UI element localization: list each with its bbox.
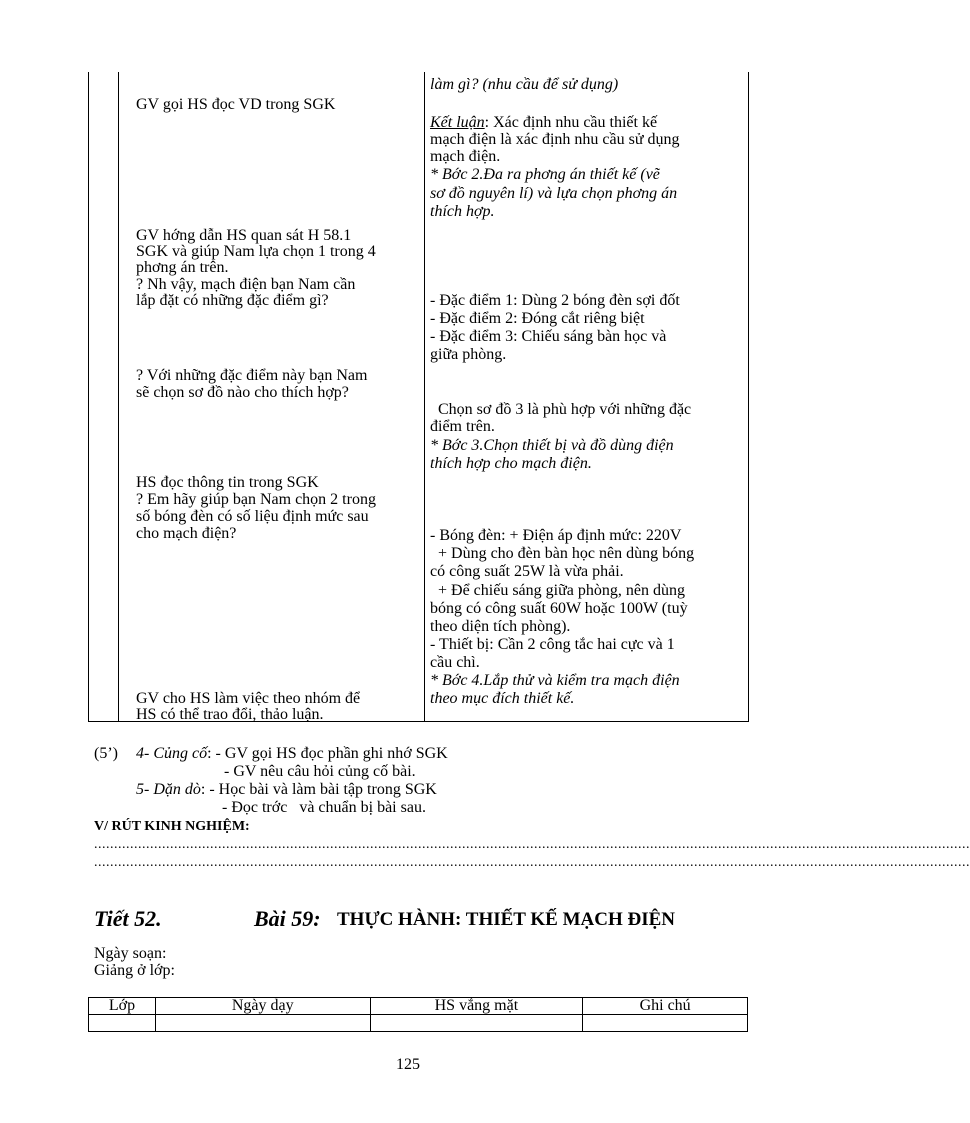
right-text: sơ đồ nguyên lí) và lựa chọn phơng án [430,185,678,202]
ket-luan-line [430,114,657,132]
ket-luan-label: Kết luận [430,114,485,131]
lesson-number: Tiết 52. [94,906,162,931]
left-text: GV cho HS làm việc theo nhóm để [136,690,361,707]
left-text: GV hớng dẫn HS quan sát H 58.1 [136,227,352,244]
dotted-line: ........................................................................................................................................................................................................................... [94,837,970,852]
right-text: bóng có công suất 60W hoặc 100W (tuỳ [430,600,688,617]
page-number: 125 [396,1056,420,1073]
table-middle-border [424,72,425,722]
left-text: HS đọc thông tin trong SGK [136,474,319,491]
dando-line [136,781,437,799]
left-text: ? Nh vậy, mạch điện bạn Nam cần [136,276,356,293]
header-lop: Lớp [89,998,156,1015]
right-text: - Bóng đèn: + Điện áp định mức: 220V [430,527,682,544]
rut-kinh-nghiem-heading: V/ RÚT KINH NGHIỆM: [94,819,250,834]
table-inner-border [118,72,119,722]
right-text: * Bớc 3.Chọn thiết bị và đồ dùng điện [430,437,674,454]
giang-o-lop-label: Giảng ở lớp: [94,962,175,979]
ket-luan-text: : Xác định nhu cầu thiết kế [484,114,658,131]
left-text: lắp đặt có những đặc điểm gì? [136,292,329,309]
cungco-text: : - GV gọi HS đọc phần ghi nhớ SGK [207,745,448,762]
cungco-text-2: - GV nêu câu hỏi củng cố bài. [224,763,416,780]
right-text: làm gì? (nhu cầu để sử dụng) [430,76,619,93]
header-ngay-day: Ngày dạy [155,998,370,1015]
left-text: sẽ chọn sơ đồ nào cho thích hợp? [136,384,349,401]
header-hs-vang-mat: HS vắng mặt [370,998,583,1015]
left-text: ? Em hãy giúp bạn Nam chọn 2 trong [136,491,376,508]
header-ghi-chu: Ghi chú [583,998,748,1015]
right-text: - Đặc điểm 2: Đóng cắt riêng biệt [430,310,645,327]
table-cell[interactable] [583,1015,748,1032]
dando-text-2: - Đọc trớc và chuẩn bị bài sau. [222,799,426,816]
lesson-title: THỰC HÀNH: THIẾT KẾ MẠCH ĐIỆN [337,909,675,930]
right-text: cầu chì. [430,654,480,671]
table-cell[interactable] [155,1015,370,1032]
table-cell[interactable] [370,1015,583,1032]
left-text: ? Với những đặc điểm này bạn Nam [136,367,368,384]
right-text: thích hợp. [430,203,495,220]
right-text: giữa phòng. [430,346,507,363]
table-header-row [89,998,748,1015]
left-text: GV gọi HS đọc VD trong SGK [136,96,336,113]
dotted-line: ........................................................................................................................................................................................................................... [94,855,970,870]
table-left-border [88,72,89,722]
right-text: * Bớc 4.Lắp thử và kiểm tra mạch điện [430,672,680,689]
right-text: - Đặc điểm 1: Dùng 2 bóng đèn sợi đốt [430,292,680,309]
dando-text: : - Học bài và làm bài tập trong SGK [200,781,437,798]
table-cell[interactable] [89,1015,156,1032]
dando-label: 5- Dặn dò [136,781,201,798]
right-text: thích hợp cho mạch điện. [430,455,592,472]
right-text: - Đặc điểm 3: Chiếu sáng bàn học và [430,328,667,345]
left-text: HS có thể trao đổi, thảo luận. [136,706,324,723]
cungco-label: 4- Củng cố [136,745,208,762]
cungco-line [136,745,448,763]
right-text: mạch điện là xác định nhu cầu sử dụng [430,131,680,148]
right-text: có công suất 25W là vừa phải. [430,563,624,580]
right-text: - Thiết bị: Cần 2 công tắc hai cực và 1 [430,636,675,653]
right-text: theo diện tích phòng). [430,618,571,635]
table-row [89,1015,748,1032]
left-text: cho mạch điện? [136,525,237,542]
right-text: mạch điện. [430,148,501,165]
left-text: phơng án trên. [136,259,229,276]
right-text: điểm trên. [430,418,495,435]
time-label: (5’) [94,745,118,762]
right-text: Chọn sơ đồ 3 là phù hợp với những đặc [430,401,692,418]
table-right-border [748,72,749,722]
ngay-soan-label: Ngày soạn: [94,945,167,962]
right-text: theo mục đích thiết kế. [430,690,575,707]
right-text: * Bớc 2.Đa ra phơng án thiết kế (vẽ [430,166,660,183]
left-text: SGK và giúp Nam lựa chọn 1 trong 4 [136,243,376,260]
attendance-table [88,997,748,1032]
lesson-bai: Bài 59: [254,906,321,931]
right-text: + Để chiếu sáng giữa phòng, nên dùng [430,582,685,599]
right-text: + Dùng cho đèn bàn học nên dùng bóng [430,545,695,562]
left-text: số bóng đèn có số liệu định mức sau [136,508,369,525]
